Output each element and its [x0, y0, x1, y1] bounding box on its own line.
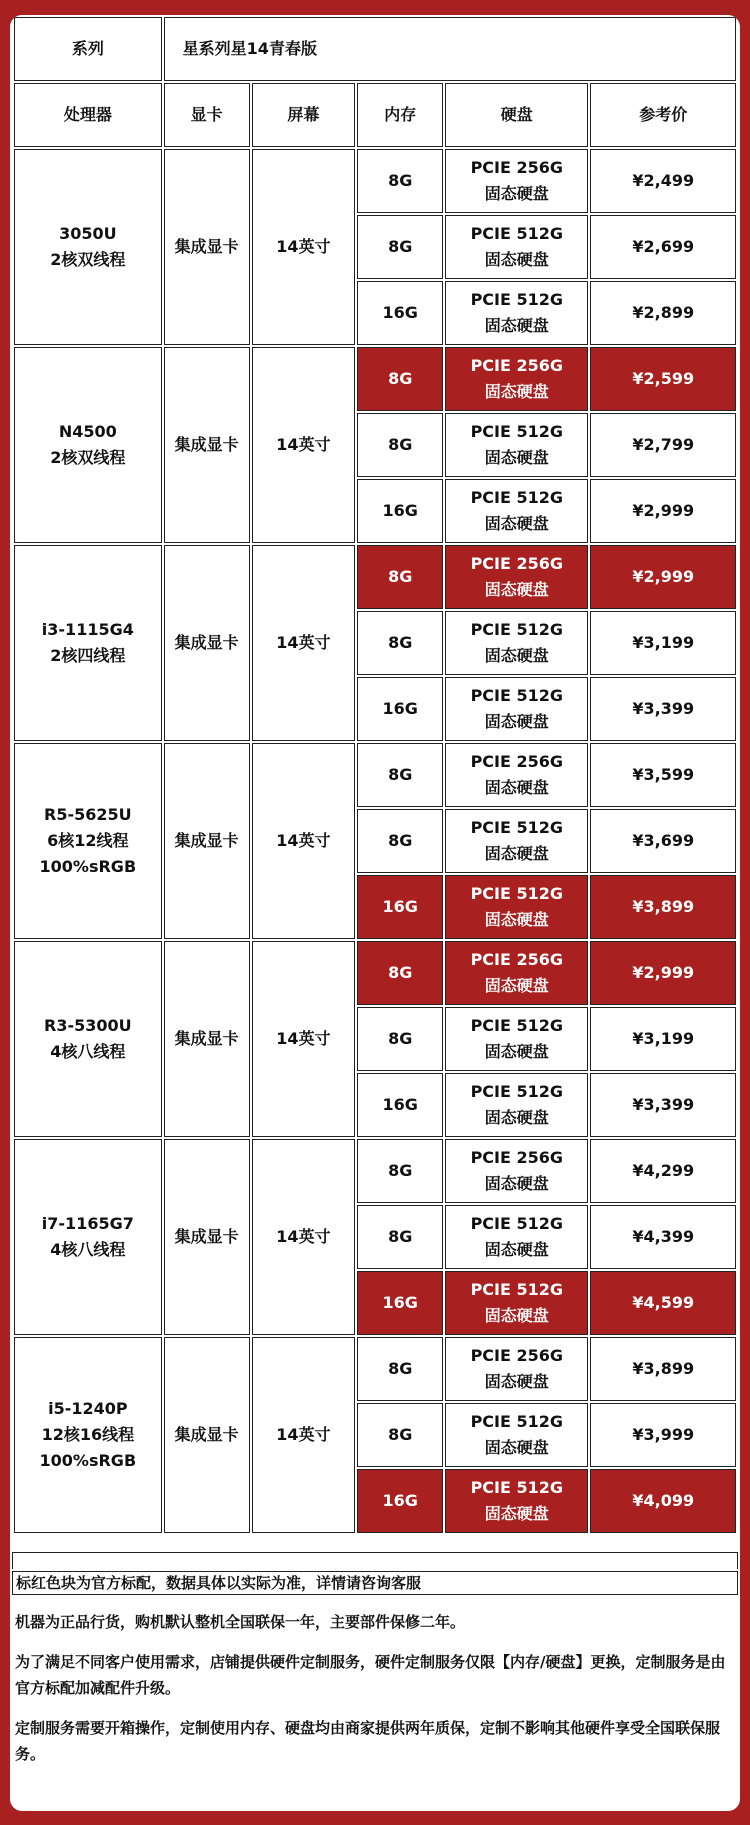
- storage-cell: [445, 545, 588, 609]
- memory-cell: 16G: [357, 1469, 443, 1533]
- gpu-cell: 集成显卡: [164, 743, 250, 939]
- storage-cell-line: 固态硬盘: [484, 514, 549, 533]
- cpu-cell: [14, 1337, 162, 1533]
- storage-cell-line: 固态硬盘: [484, 1174, 549, 1193]
- storage-cell: [445, 149, 588, 213]
- warranty-note: 机器为正品行货，购机默认整机全国联保一年，主要部件保修二年。: [15, 1613, 466, 1631]
- price-cell: ¥3,699: [590, 809, 736, 873]
- memory-cell: 8G: [357, 347, 443, 411]
- gpu-cell: 集成显卡: [164, 347, 250, 543]
- storage-cell-line: PCIE 512G: [470, 884, 564, 903]
- price-cell: ¥2,499: [590, 149, 736, 213]
- storage-cell-line: PCIE 256G: [470, 554, 564, 573]
- price-cell: ¥3,599: [590, 743, 736, 807]
- storage-cell: [445, 875, 588, 939]
- storage-cell-line: 固态硬盘: [484, 1108, 549, 1127]
- config-row: [14, 941, 736, 1005]
- cpu-cell-line: 2核四线程: [50, 646, 126, 665]
- memory-cell: 16G: [357, 677, 443, 741]
- screen-cell: 14英寸: [252, 545, 356, 741]
- config-row: [14, 545, 736, 609]
- storage-cell-line: PCIE 512G: [470, 1016, 564, 1035]
- spec-table-body: [14, 17, 736, 1533]
- storage-cell-line: PCIE 512G: [470, 488, 564, 507]
- memory-cell: 8G: [357, 1007, 443, 1071]
- memory-cell: 8G: [357, 1205, 443, 1269]
- storage-cell-line: 固态硬盘: [484, 712, 549, 731]
- cpu-cell-line: i3-1115G4: [41, 620, 134, 639]
- storage-cell-line: PCIE 256G: [470, 1346, 564, 1365]
- header-gpu: 显卡: [164, 83, 250, 147]
- header-cpu: 处理器: [14, 83, 162, 147]
- screen-cell: 14英寸: [252, 347, 356, 543]
- storage-cell-line: PCIE 512G: [470, 1214, 564, 1233]
- storage-cell: [445, 281, 588, 345]
- storage-cell: [445, 941, 588, 1005]
- price-cell: ¥4,299: [590, 1139, 736, 1203]
- storage-cell-line: 固态硬盘: [484, 316, 549, 335]
- storage-cell-line: 固态硬盘: [484, 448, 549, 467]
- memory-cell: 8G: [357, 215, 443, 279]
- storage-cell-line: 固态硬盘: [484, 580, 549, 599]
- storage-cell-line: 固态硬盘: [484, 646, 549, 665]
- series-label: 系列: [14, 17, 162, 81]
- cpu-cell: [14, 149, 162, 345]
- cpu-cell-line: i5-1240P: [48, 1399, 128, 1418]
- cpu-cell-line: 4核八线程: [50, 1240, 126, 1259]
- cpu-cell-line: 6核12线程: [47, 831, 129, 850]
- header-memory: 内存: [357, 83, 443, 147]
- price-cell: ¥3,199: [590, 1007, 736, 1071]
- memory-cell: 8G: [357, 743, 443, 807]
- storage-cell: [445, 677, 588, 741]
- memory-cell: 16G: [357, 875, 443, 939]
- cpu-cell-line: 100%sRGB: [39, 1451, 137, 1470]
- screen-cell: 14英寸: [252, 149, 356, 345]
- price-cell: ¥3,899: [590, 875, 736, 939]
- notes-divider: [12, 1552, 738, 1569]
- cpu-cell-line: R3-5300U: [44, 1016, 132, 1035]
- screen-cell: 14英寸: [252, 941, 356, 1137]
- storage-cell-line: 固态硬盘: [484, 184, 549, 203]
- spec-card: [10, 15, 740, 1811]
- memory-cell: 16G: [357, 281, 443, 345]
- storage-cell-line: PCIE 256G: [470, 158, 564, 177]
- storage-cell: [445, 743, 588, 807]
- memory-cell: 8G: [357, 809, 443, 873]
- storage-cell-line: PCIE 256G: [470, 1148, 564, 1167]
- customization-note: 为了满足不同客户使用需求，店铺提供硬件定制服务，硬件定制服务仅限【内存/硬盘】更换，定制服务是由官方标配加减配件升级。: [15, 1653, 726, 1697]
- memory-cell: 8G: [357, 941, 443, 1005]
- cpu-cell: [14, 941, 162, 1137]
- storage-cell-line: 固态硬盘: [484, 1438, 549, 1457]
- header-price: 参考价: [590, 83, 736, 147]
- spec-table: [12, 15, 738, 1535]
- storage-cell: [445, 1337, 588, 1401]
- memory-cell: 8G: [357, 545, 443, 609]
- storage-cell-line: 固态硬盘: [484, 1042, 549, 1061]
- cpu-cell: [14, 347, 162, 543]
- price-cell: ¥4,599: [590, 1271, 736, 1335]
- memory-cell: 8G: [357, 149, 443, 213]
- storage-cell: [445, 215, 588, 279]
- gpu-cell: 集成显卡: [164, 1139, 250, 1335]
- storage-cell: [445, 413, 588, 477]
- series-row: [14, 17, 736, 81]
- cpu-cell: [14, 1139, 162, 1335]
- memory-cell: 8G: [357, 611, 443, 675]
- storage-cell-line: PCIE 512G: [470, 620, 564, 639]
- cpu-cell-line: 2核双线程: [50, 448, 126, 467]
- storage-cell-line: 固态硬盘: [484, 1306, 549, 1325]
- cpu-cell-line: 3050U: [59, 224, 117, 243]
- price-cell: ¥4,399: [590, 1205, 736, 1269]
- storage-cell-line: PCIE 256G: [470, 752, 564, 771]
- storage-cell-line: PCIE 512G: [470, 1478, 564, 1497]
- storage-cell-line: PCIE 512G: [470, 1412, 564, 1431]
- storage-cell: [445, 1469, 588, 1533]
- price-cell: ¥2,599: [590, 347, 736, 411]
- storage-cell-line: PCIE 512G: [470, 818, 564, 837]
- config-row: [14, 743, 736, 807]
- storage-cell-line: 固态硬盘: [484, 1504, 549, 1523]
- storage-cell: [445, 809, 588, 873]
- price-cell: ¥3,999: [590, 1403, 736, 1467]
- gpu-cell: 集成显卡: [164, 149, 250, 345]
- storage-cell-line: PCIE 512G: [470, 224, 564, 243]
- screen-cell: 14英寸: [252, 743, 356, 939]
- header-screen: 屏幕: [252, 83, 356, 147]
- storage-cell-line: PCIE 512G: [470, 1280, 564, 1299]
- price-cell: ¥2,899: [590, 281, 736, 345]
- price-cell: ¥2,799: [590, 413, 736, 477]
- config-row: [14, 149, 736, 213]
- memory-cell: 8G: [357, 1403, 443, 1467]
- storage-cell: [445, 347, 588, 411]
- cpu-cell-line: 4核八线程: [50, 1042, 126, 1061]
- gpu-cell: 集成显卡: [164, 545, 250, 741]
- notes-section: [12, 1552, 738, 1767]
- storage-cell: [445, 479, 588, 543]
- storage-cell-line: PCIE 512G: [470, 1082, 564, 1101]
- storage-cell: [445, 611, 588, 675]
- screen-cell: 14英寸: [252, 1337, 356, 1533]
- storage-cell-line: PCIE 256G: [470, 950, 564, 969]
- storage-cell-line: 固态硬盘: [484, 1372, 549, 1391]
- price-cell: ¥3,399: [590, 677, 736, 741]
- storage-cell-line: 固态硬盘: [484, 778, 549, 797]
- price-cell: ¥2,699: [590, 215, 736, 279]
- price-cell: ¥2,999: [590, 479, 736, 543]
- storage-cell: [445, 1205, 588, 1269]
- storage-cell-line: 固态硬盘: [484, 910, 549, 929]
- screen-cell: 14英寸: [252, 1139, 356, 1335]
- price-cell: ¥2,999: [590, 545, 736, 609]
- gpu-cell: 集成显卡: [164, 1337, 250, 1533]
- storage-cell: [445, 1271, 588, 1335]
- cpu-cell-line: N4500: [58, 422, 117, 441]
- storage-cell: [445, 1403, 588, 1467]
- price-cell: ¥2,999: [590, 941, 736, 1005]
- price-cell: ¥4,099: [590, 1469, 736, 1533]
- gpu-cell: 集成显卡: [164, 941, 250, 1137]
- storage-cell: [445, 1139, 588, 1203]
- price-cell: ¥3,399: [590, 1073, 736, 1137]
- storage-cell-line: PCIE 512G: [470, 422, 564, 441]
- header-storage: 硬盘: [445, 83, 588, 147]
- storage-cell-line: PCIE 512G: [470, 290, 564, 309]
- storage-cell: [445, 1073, 588, 1137]
- memory-cell: 16G: [357, 479, 443, 543]
- cpu-cell-line: R5-5625U: [44, 805, 132, 824]
- storage-cell-line: 固态硬盘: [484, 844, 549, 863]
- legend-note: 标红色块为官方标配，数据具体以实际为准，详情请咨询客服: [12, 1571, 738, 1595]
- storage-cell: [445, 1007, 588, 1071]
- custom-warranty-note: 定制服务需要开箱操作，定制使用内存、硬盘均由商家提供两年质保，定制不影响其他硬件享受全国联保服务。: [15, 1719, 721, 1763]
- storage-cell-line: 固态硬盘: [484, 976, 549, 995]
- memory-cell: 8G: [357, 1337, 443, 1401]
- config-row: [14, 347, 736, 411]
- cpu-cell-line: 100%sRGB: [39, 857, 137, 876]
- memory-cell: 16G: [357, 1271, 443, 1335]
- config-row: [14, 1337, 736, 1401]
- cpu-cell: [14, 545, 162, 741]
- storage-cell-line: 固态硬盘: [484, 1240, 549, 1259]
- storage-cell-line: PCIE 256G: [470, 356, 564, 375]
- cpu-cell-line: i7-1165G7: [41, 1214, 134, 1233]
- storage-cell-line: 固态硬盘: [484, 250, 549, 269]
- price-cell: ¥3,899: [590, 1337, 736, 1401]
- header-row: [14, 83, 736, 147]
- memory-cell: 16G: [357, 1073, 443, 1137]
- series-value: 星系列星14青春版: [164, 17, 736, 81]
- storage-cell-line: 固态硬盘: [484, 382, 549, 401]
- config-row: [14, 1139, 736, 1203]
- memory-cell: 8G: [357, 1139, 443, 1203]
- price-cell: ¥3,199: [590, 611, 736, 675]
- cpu-cell: [14, 743, 162, 939]
- memory-cell: 8G: [357, 413, 443, 477]
- cpu-cell-line: 2核双线程: [50, 250, 126, 269]
- cpu-cell-line: 12核16线程: [41, 1425, 135, 1444]
- storage-cell-line: PCIE 512G: [470, 686, 564, 705]
